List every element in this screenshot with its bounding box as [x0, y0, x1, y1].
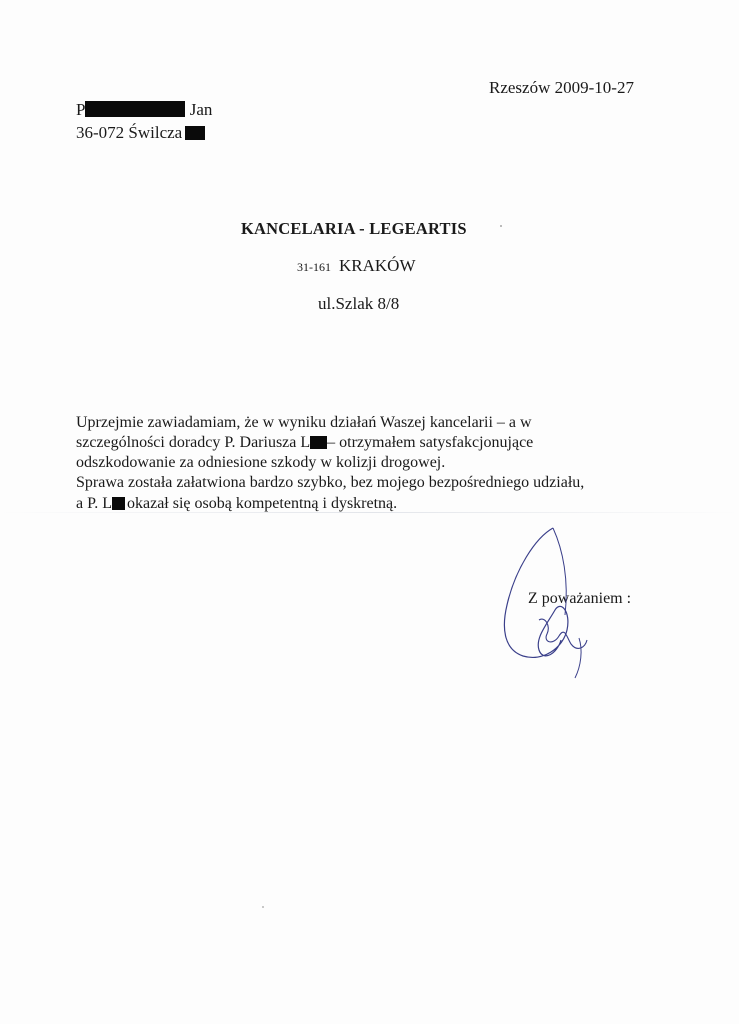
closing-salutation: Z poważaniem :: [528, 590, 632, 607]
body-line-5-end: okazał się osobą kompetentną i dyskretną.: [127, 495, 398, 512]
body-line-3: odszkodowanie za odniesione szkody w kolizji drogowej.: [76, 454, 446, 471]
sender-name-prefix: P: [76, 100, 86, 119]
recipient-street: ul.Szlak 8/8: [318, 294, 400, 313]
scan-artifact-line: [0, 512, 739, 513]
recipient-city-line: [297, 256, 416, 276]
recipient-postal-code: 31-161: [297, 260, 331, 274]
body-line-2-end: – otrzymałem satysfakcjonujące: [327, 434, 534, 451]
sender-postal-city: 36-072 Świlcza: [76, 123, 183, 142]
place-date: Rzeszów 2009-10-27: [489, 78, 634, 97]
sender-name: [76, 100, 212, 120]
body-line-5-start: a P. L: [76, 495, 112, 512]
body-line-5: [76, 494, 397, 514]
sender-address: [76, 123, 205, 143]
body-line-2: [76, 433, 533, 453]
redaction-block: [185, 126, 205, 140]
body-line-4: Sprawa została załatwiona bardzo szybko, bez mojego bezpośredniego udziału,: [76, 474, 585, 491]
sender-first-name: Jan: [189, 100, 213, 119]
body-line-1: Uprzejmie zawiadamiam, że w wyniku działań Waszej kancelarii – a w: [76, 414, 532, 431]
scan-speck: [500, 225, 502, 227]
body-line-2-start: szczególności doradcy P. Dariusza L: [76, 434, 311, 451]
redaction-block: [310, 436, 327, 449]
scan-speck: [262, 906, 264, 908]
signature: [495, 520, 605, 685]
recipient-city: KRAKÓW: [339, 256, 416, 275]
redaction-block: [85, 101, 185, 117]
recipient-firm: KANCELARIA - LEGEARTIS: [241, 219, 467, 238]
redaction-block: [112, 497, 125, 510]
